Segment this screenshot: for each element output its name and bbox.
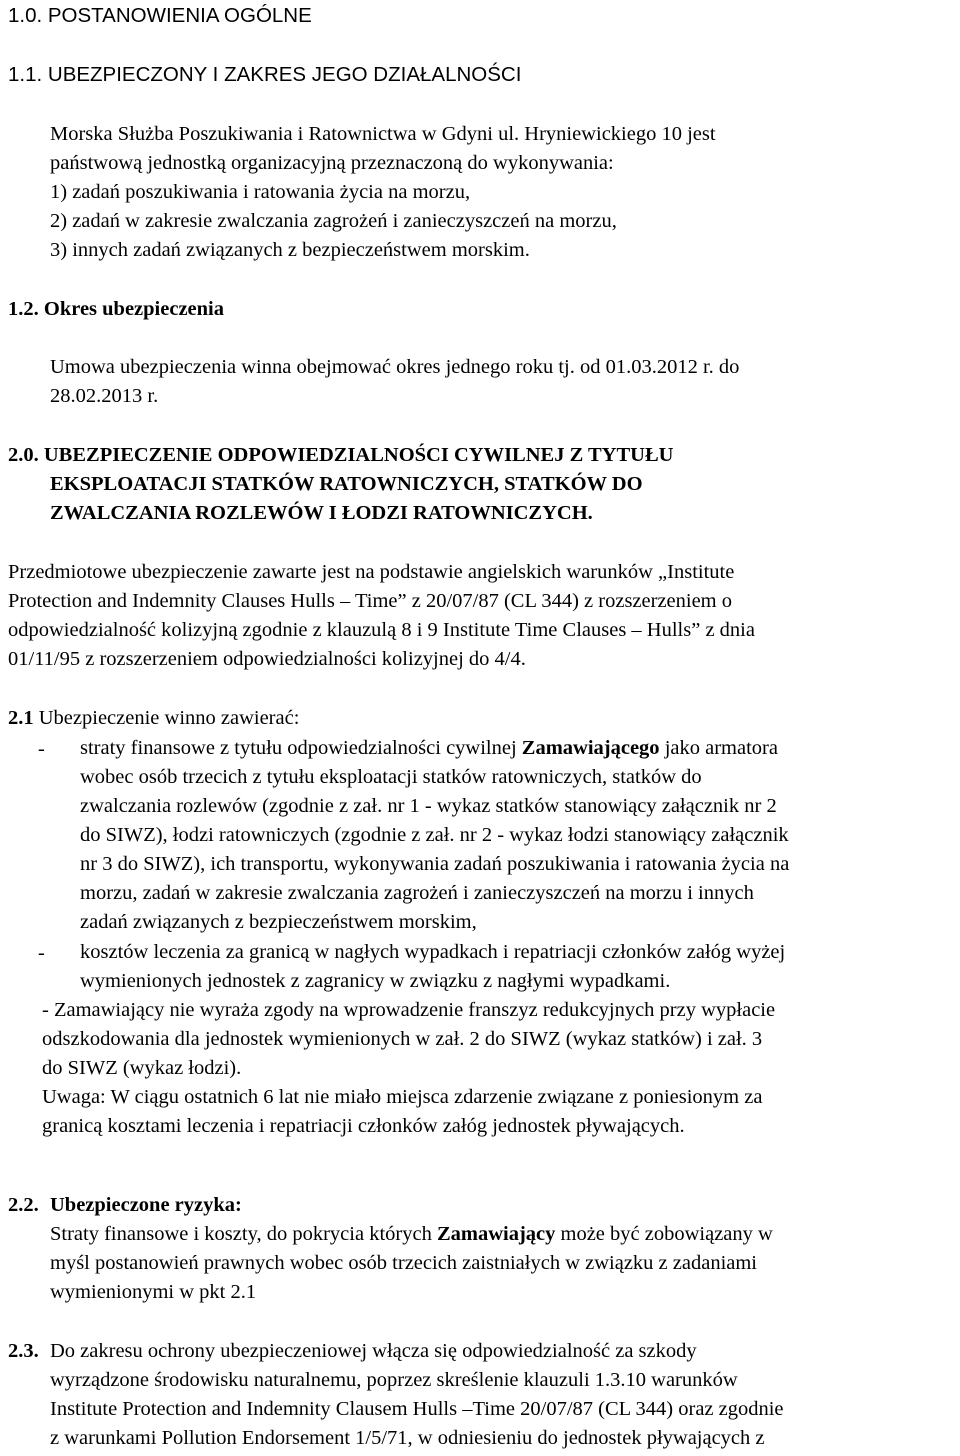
paragraph-line: Uwaga: W ciągu ostatnich 6 lat nie miało miejsca zdarzenie związane z poniesionym za xyxy=(42,1086,763,1108)
paragraph-line: granicą kosztami leczenia i repatriacji członków załóg jednostek pływających. xyxy=(42,1115,685,1137)
subsection-2-2-heading xyxy=(8,1195,39,1216)
paragraph-line: odszkodowania dla jednostek wymienionych w zał. 2 do SIWZ (wykaz statków) i zał. 3 xyxy=(42,1028,763,1050)
subsection-1-1-heading: 1.1. UBEZPIECZONY I ZAKRES JEGO DZIAŁALNOŚCI xyxy=(8,63,522,86)
list-item-line: wobec osób trzecich z tytułu eksploatacji statków ratowniczych, statków do xyxy=(80,766,702,788)
paragraph-line: 01/11/95 z rozszerzeniem odpowiedzialności kolizyjnej do 4/4. xyxy=(8,648,526,670)
list-item: kosztów leczenia za granicą w nagłych wypadkach i repatriacji członków załóg wyżej xyxy=(80,941,786,963)
section-title: Ubezpieczone ryzyka: xyxy=(50,1194,242,1216)
section-2-heading: EKSPLOATACJI STATKÓW RATOWNICZYCH, STATKÓW DO xyxy=(50,473,643,495)
list-item: 2) zadań w zakresie zwalczania zagrożeń i zanieczyszczeń na morzu, xyxy=(50,210,617,232)
subsection-2-1-heading xyxy=(8,708,299,729)
paragraph-line: Umowa ubezpieczenia winna obejmować okres jednego roku tj. od 01.03.2012 r. do xyxy=(50,356,740,378)
list-item-line: zwalczania rozlewów (zgodnie z zał. nr 1 - wykaz statków stanowiący załącznik nr 2 xyxy=(80,795,777,817)
section-2-heading: 2.0. UBEZPIECZENIE ODPOWIEDZIALNOŚCI CYWILNEJ Z TYTUŁU xyxy=(8,444,674,466)
paragraph-line: państwową jednostką organizacyjną przeznaczoną do wykonywania: xyxy=(50,152,614,174)
list-item-text: jako armatora xyxy=(659,737,778,759)
list-item-line: morzu, zadań w zakresie zwalczania zagrożeń i zanieczyszczeń na morzu i innych xyxy=(80,882,754,904)
paragraph-line: Do zakresu ochrony ubezpieczeniowej włącza się odpowiedzialność za szkody xyxy=(50,1340,697,1362)
list-item-line: nr 3 do SIWZ), ich transportu, wykonywania zadań poszukiwania i ratowania życia na xyxy=(80,853,790,875)
emphasis: Zamawiającego xyxy=(521,737,660,759)
section-title: Ubezpieczenie winno zawierać: xyxy=(38,707,300,729)
paragraph-line: - Zamawiający nie wyraża zgody na wprowadzenie franszyz redukcyjnych przy wypłacie xyxy=(42,999,776,1021)
paragraph-text: Straty finansowe i koszty, do pokrycia których xyxy=(50,1223,437,1245)
list-item-line: wymienionych jednostek z zagranicy w związku z nagłymi wypadkami. xyxy=(80,970,671,992)
section-2-heading: ZWALCZANIA ROZLEWÓW I ŁODZI RATOWNICZYCH. xyxy=(50,502,593,524)
list-item-line: do SIWZ), łodzi ratowniczych (zgodnie z zał. nr 2 - wykaz łodzi stanowiący załącznik xyxy=(80,824,789,846)
paragraph-line xyxy=(50,1224,773,1245)
paragraph-line: odpowiedzialność kolizyjną zgodnie z klauzulą 8 i 9 Institute Time Clauses – Hulls” z dnia xyxy=(8,619,755,641)
list-item: 3) innych zadań związanych z bezpieczeństwem morskim. xyxy=(50,239,530,261)
section-number: 2.1 xyxy=(8,707,34,729)
paragraph-line: wyrządzone środowisku naturalnemu, poprzez skreślenie klauzuli 1.3.10 warunków xyxy=(50,1369,738,1391)
list-item: 1) zadań poszukiwania i ratowania życia na morzu, xyxy=(50,181,471,203)
paragraph-text: może być zobowiązany w xyxy=(555,1223,773,1245)
paragraph-line: Protection and Indemnity Clauses Hulls – Time” z 20/07/87 (CL 344) z rozszerzeniem o xyxy=(8,590,733,612)
bullet-dash: - xyxy=(38,942,45,964)
section-number: 2.3. xyxy=(8,1340,39,1362)
list-item xyxy=(80,738,778,759)
paragraph-line: Institute Protection and Indemnity Clausem Hulls –Time 20/07/87 (CL 344) oraz zgodnie xyxy=(50,1398,784,1420)
section-1-heading: 1.0. POSTANOWIENIA OGÓLNE xyxy=(8,4,312,27)
subsection-2-2-title xyxy=(50,1195,242,1216)
paragraph-line: Morska Służba Poszukiwania i Ratownictwa w Gdyni ul. Hryniewickiego 10 jest xyxy=(50,123,716,145)
bullet-dash: - xyxy=(38,738,45,760)
paragraph-line: myśl postanowień prawnych wobec osób trzecich zaistniałych w związku z zadaniami xyxy=(50,1252,757,1274)
paragraph-line: 28.02.2013 r. xyxy=(50,385,159,407)
section-number: 2.2. xyxy=(8,1194,39,1216)
subsection-1-2-heading: 1.2. Okres ubezpieczenia xyxy=(8,298,224,320)
subsection-2-3-number xyxy=(8,1341,39,1362)
emphasis: Zamawiający xyxy=(436,1223,556,1245)
list-item-text: straty finansowe z tytułu odpowiedzialności cywilnej xyxy=(80,737,522,759)
list-item-line: zadań związanych z bezpieczeństwem morskim, xyxy=(80,911,477,933)
paragraph-line: wymienionymi w pkt 2.1 xyxy=(50,1281,257,1303)
paragraph-line: Przedmiotowe ubezpieczenie zawarte jest na podstawie angielskich warunków „Institute xyxy=(8,561,735,583)
paragraph-line: do SIWZ (wykaz łodzi). xyxy=(42,1057,242,1079)
paragraph-line: z warunkami Pollution Endorsement 1/5/71, w odniesieniu do jednostek pływających z xyxy=(50,1427,765,1449)
